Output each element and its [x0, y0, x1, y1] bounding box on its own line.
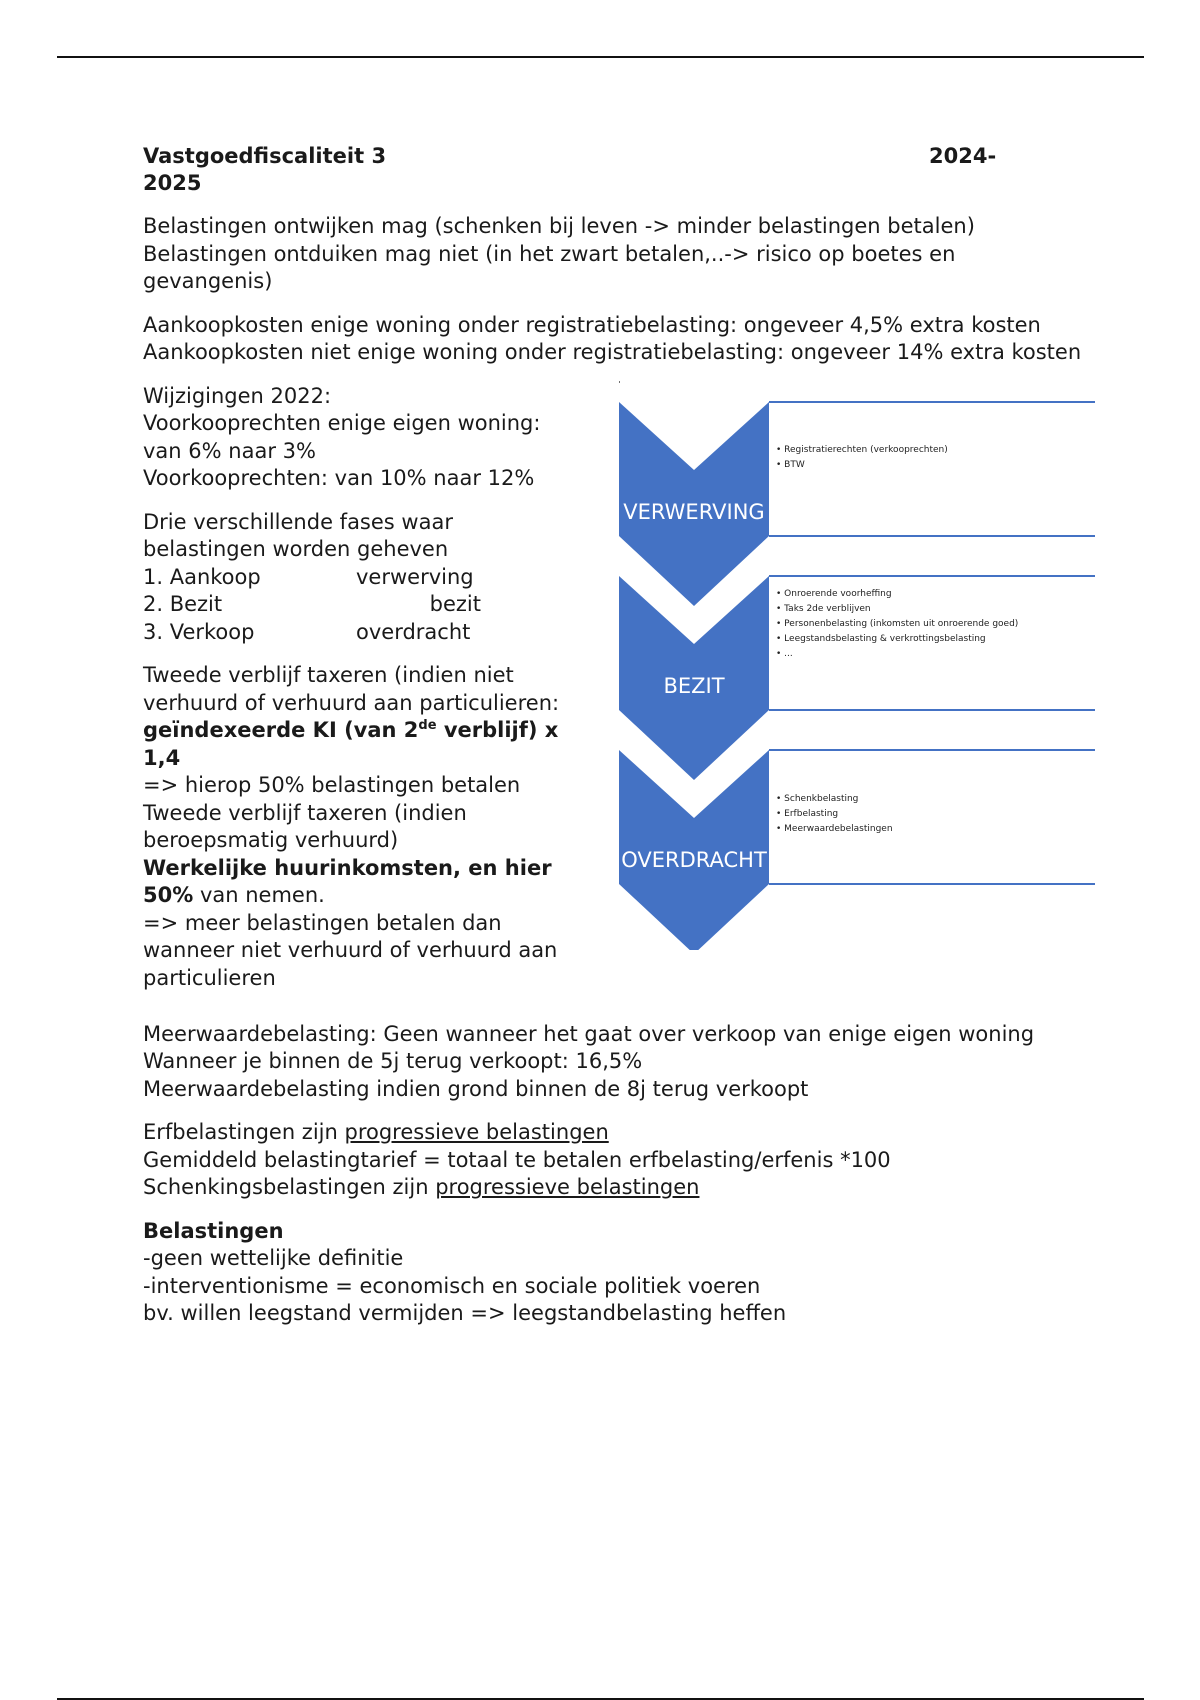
diagram-dot	[619, 381, 620, 383]
two-column-section	[143, 383, 1083, 1005]
intro-block	[143, 213, 1083, 296]
tv-line-7: => meer belastingen betalen dan	[143, 910, 502, 935]
wijzigingen-line-1: Voorkooprechten enige eigen woning:	[143, 411, 541, 435]
phase-step: 1. Aankoop	[143, 564, 261, 589]
tv-line-9: particulieren	[143, 965, 276, 990]
document-page	[143, 143, 1083, 1328]
intro-line-1: Belastingen ontwijken mag (schenken bij leven -> minder belastingen betalen)	[143, 214, 975, 238]
tv-line-6	[143, 882, 593, 910]
tv-bold-2: Werkelijke huurinkomsten, en hier	[143, 855, 552, 880]
doc-year-part1: 2024-	[929, 144, 997, 168]
meerwaarde-block	[143, 1021, 1083, 1104]
title-row	[143, 143, 1083, 197]
belastingen-line-1: -geen wettelijke definitie	[143, 1246, 404, 1270]
phase-bullets-verwerving	[776, 443, 948, 473]
bullet-item: • Erfbelasting	[776, 807, 893, 822]
phase-name: overdracht	[356, 619, 471, 644]
bullet-item: • BTW	[776, 458, 948, 473]
phase-step: 3. Verkoop	[143, 619, 255, 644]
tv-line-6-text: van nemen.	[193, 883, 325, 907]
wijzigingen-line-2: van 6% naar 3%	[143, 438, 316, 463]
top-rule	[57, 56, 1144, 58]
bullet-item: • Leegstandsbelasting & verkrottingsbelasting	[776, 632, 1018, 647]
tv-bold-b: verblijf) x	[436, 718, 559, 742]
meerwaarde-line-2: Wanneer je binnen de 5j terug verkoopt: 16,5%	[143, 1049, 643, 1073]
phase-name: verwerving	[356, 564, 474, 589]
belastingen-heading: Belastingen	[143, 1218, 284, 1243]
wijzigingen-heading: Wijzigingen 2022:	[143, 383, 332, 408]
erf-line-1-text: Erfbelastingen zijn	[143, 1120, 345, 1144]
erf-line-1	[143, 1119, 1083, 1147]
aankoop-block	[143, 312, 1083, 367]
tv-line-1: Tweede verblijf taxeren (indien niet	[143, 663, 514, 687]
belastingen-line-3: bv. willen leegstand vermijden => leegstandbelasting heffen	[143, 1301, 787, 1325]
phase-step: 2. Bezit	[143, 592, 223, 616]
erf-line-3	[143, 1174, 1083, 1202]
wijzigingen-line-3: Voorkooprechten: van 10% naar 12%	[143, 466, 535, 490]
bullet-item: • Personenbelasting (inkomsten uit onroerende goed)	[776, 617, 1018, 632]
phase-label-verwerving: VERWERVING	[623, 499, 765, 524]
tv-line-2: verhuurd of verhuurd aan particulieren:	[143, 690, 560, 715]
bullet-item: • Schenkbelasting	[776, 792, 893, 807]
fases-intro-1: Drie verschillende fases waar	[143, 509, 453, 534]
meerwaarde-line-3: Meerwaardebelasting indien grond binnen de 8j terug verkoopt	[143, 1076, 809, 1101]
tv-line-4: Tweede verblijf taxeren (indien	[143, 800, 467, 825]
phase-bullets-overdracht	[776, 792, 893, 837]
phase-name: bezit	[429, 592, 481, 616]
tv-bold-sup: de	[418, 718, 437, 733]
bullet-item: • Taks 2de verblijven	[776, 602, 1018, 617]
bullet-item: • Meerwaardebelastingen	[776, 822, 893, 837]
phase-row	[143, 564, 593, 592]
phase-label-bezit: BEZIT	[663, 673, 725, 698]
intro-line-2: Belastingen ontduiken mag niet (in het zwart betalen,..-> risico op boetes en gevangenis)	[143, 241, 956, 293]
bullet-item: • ...	[776, 647, 1018, 662]
tv-bold-a: geïndexeerde KI (van 2	[143, 718, 419, 742]
aankoop-line-1: Aankoopkosten enige woning onder registratiebelasting: ongeveer 4,5% extra kosten	[143, 312, 1041, 337]
fases-block	[143, 509, 593, 647]
tv-bold-3: 50%	[143, 883, 194, 907]
belastingen-block	[143, 1218, 1083, 1328]
erf-line-1-underlined: progressieve belastingen	[344, 1120, 609, 1144]
tweede-verblijf-block	[143, 662, 593, 992]
phase-row	[143, 591, 593, 619]
doc-year-part2: 2025	[143, 171, 202, 195]
meerwaarde-line-1: Meerwaardebelasting: Geen wanneer het gaat over verkoop van enige eigen woning	[143, 1021, 1035, 1046]
erf-line-3-text: Schenkingsbelastingen zijn	[143, 1175, 436, 1199]
tv-line-8: wanneer niet verhuurd of verhuurd aan	[143, 938, 558, 962]
erf-line-2: Gemiddeld belastingtarief = totaal te betalen erfbelasting/erfenis *100	[143, 1147, 891, 1172]
tax-phases-diagram	[619, 380, 1099, 950]
phase-label-overdracht: OVERDRACHT	[621, 847, 767, 872]
doc-title: Vastgoedfiscaliteit 3	[143, 144, 387, 168]
left-column	[143, 383, 593, 993]
tv-bold-formula	[143, 717, 593, 745]
belastingen-line-2: -interventionisme = economisch en sociale politiek voeren	[143, 1273, 761, 1298]
phase-bullets-bezit	[776, 587, 1018, 662]
phase-row	[143, 619, 593, 647]
erf-line-3-underlined: progressieve belastingen	[435, 1175, 700, 1199]
aankoop-line-2: Aankoopkosten niet enige woning onder registratiebelasting: ongeveer 14% extra kosten	[143, 340, 1082, 364]
bullet-item: • Registratierechten (verkooprechten)	[776, 443, 948, 458]
fases-intro-2: belastingen worden geheven	[143, 537, 449, 561]
tv-bold-factor: 1,4	[143, 745, 181, 770]
erf-block	[143, 1119, 1083, 1202]
tv-line-3: => hierop 50% belastingen betalen	[143, 773, 521, 797]
bullet-item: • Onroerende voorheffing	[776, 587, 1018, 602]
tv-line-5: beroepsmatig verhuurd)	[143, 828, 399, 852]
